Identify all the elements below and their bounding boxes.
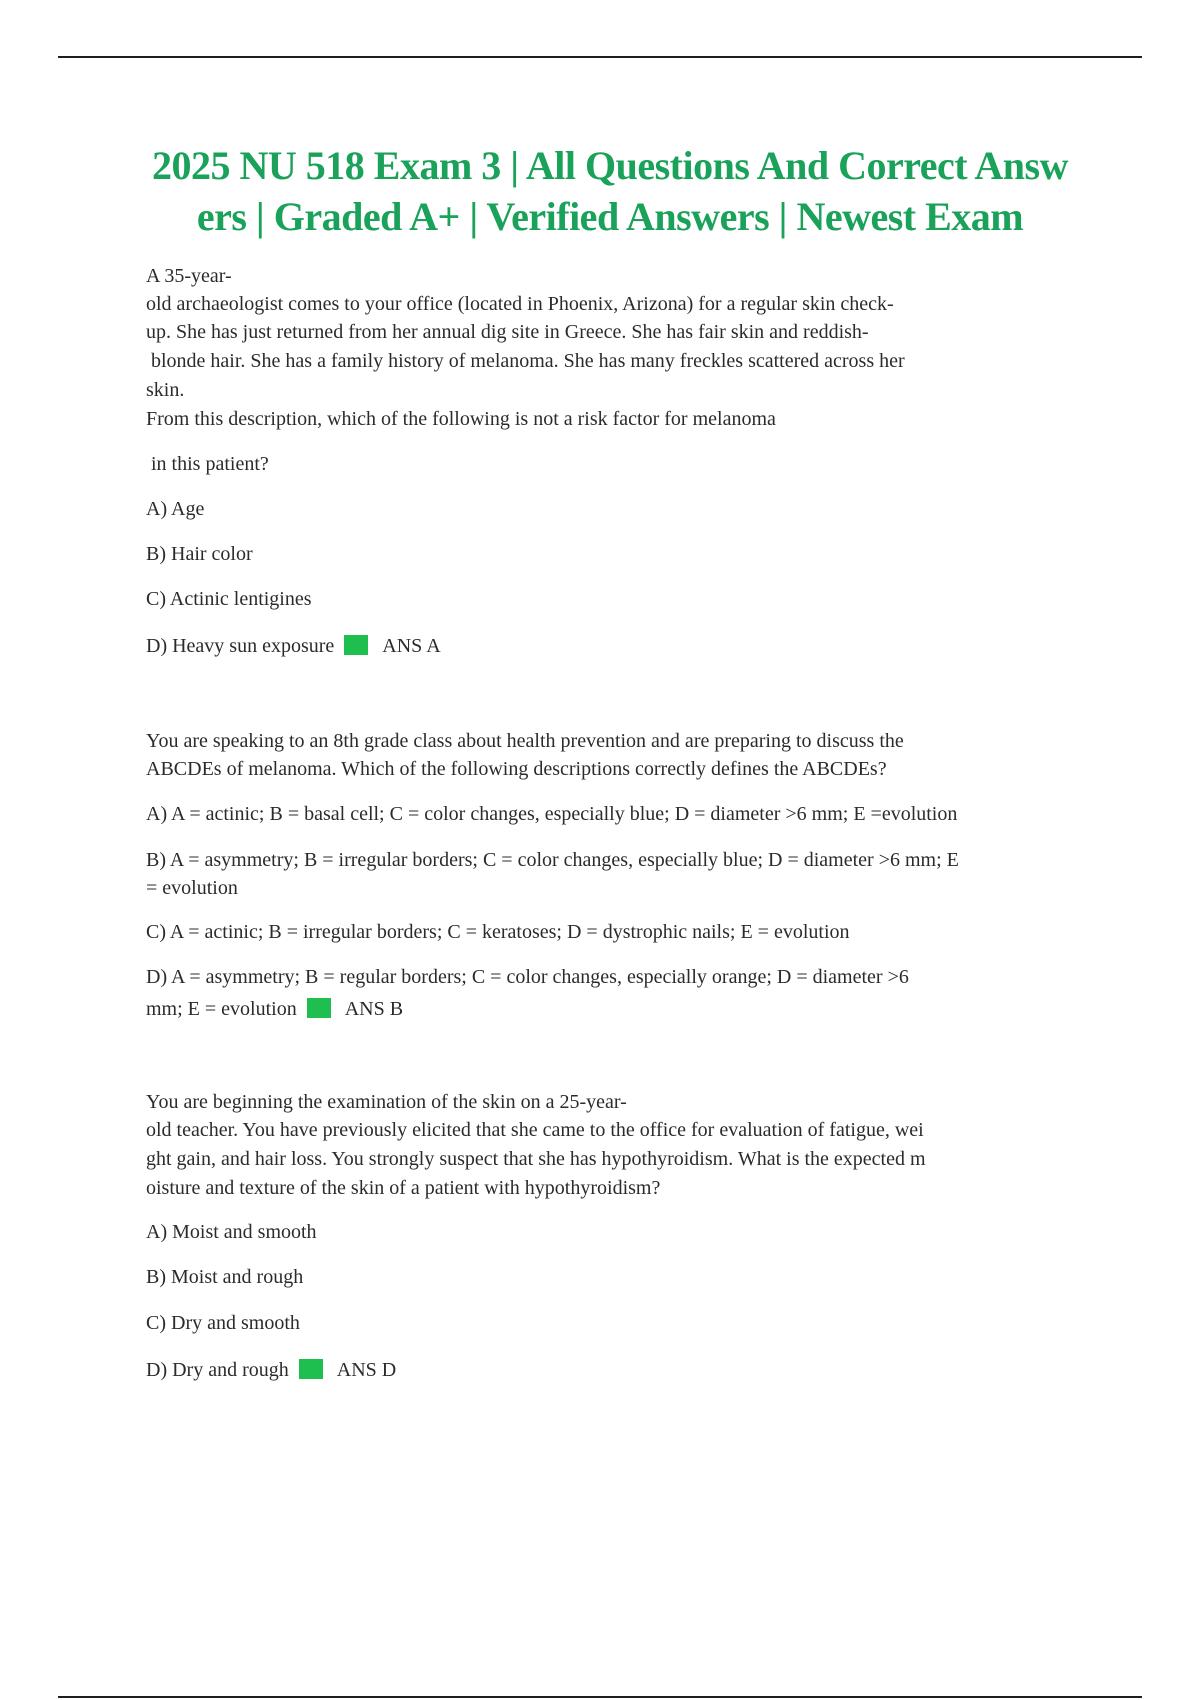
q2-option-d-line-2: mm; E = evolution <box>146 998 297 1020</box>
q2-option-b-line-2: = evolution <box>146 877 238 899</box>
q1-stem-line-5: skin. <box>146 379 185 401</box>
title-line-2: ers | Graded A+ | Verified Answers | Newest Exam <box>196 194 1024 239</box>
q3-answer: ANS D <box>336 1359 397 1381</box>
q3-option-a: A) Moist and smooth <box>146 1221 317 1243</box>
q1-stem-line-7: in this patient? <box>146 453 269 475</box>
q2-option-b-line-1: B) A = asymmetry; B = irregular borders; C = color changes, especially blue; D = diameter >6 mm; E <box>146 849 959 871</box>
q2-answer: ANS B <box>344 998 404 1020</box>
q3-stem-line-1: You are beginning the examination of the skin on a 25-year- <box>146 1091 627 1113</box>
q3-stem-line-3: ght gain, and hair loss. You strongly suspect that she has hypothyroidism. What is the expected m <box>146 1148 926 1170</box>
title-line-1: 2025 NU 518 Exam 3 | All Questions And Correct Answ <box>152 143 1068 188</box>
document-title <box>140 140 1080 242</box>
q1-option-b: B) Hair color <box>146 543 253 565</box>
q1-option-a: A) Age <box>146 498 205 520</box>
q2-stem-line-2: ABCDEs of melanoma. Which of the following descriptions correctly defines the ABCDEs? <box>146 758 887 780</box>
q1-option-c: C) Actinic lentigines <box>146 588 312 610</box>
q3-stem-line-4: oisture and texture of the skin of a patient with hypothyroidism? <box>146 1177 661 1199</box>
q3-stem-line-2: old teacher. You have previously elicited that she came to the office for evaluation of fatigue, wei <box>146 1119 924 1141</box>
q2-option-c: C) A = actinic; B = irregular borders; C = keratoses; D = dystrophic nails; E = evolution <box>146 921 850 943</box>
q1-stem-line-6: From this description, which of the following is not a risk factor for melanoma <box>146 408 776 430</box>
q3-option-d-row <box>146 1356 396 1384</box>
q1-stem-line-4: blonde hair. She has a family history of melanoma. She has many freckles scattered across her <box>146 350 905 372</box>
q2-option-a: A) A = actinic; B = basal cell; C = color changes, especially blue; D = diameter >6 mm; E =evolution <box>146 803 958 825</box>
answer-marker-icon <box>299 1359 323 1379</box>
answer-marker-icon <box>344 635 368 655</box>
q2-option-d-line-1: D) A = asymmetry; B = regular borders; C = color changes, especially orange; D = diameter >6 <box>146 966 909 988</box>
bottom-rule <box>58 1696 1142 1698</box>
q1-stem-line-1: A 35-year- <box>146 265 232 287</box>
q3-option-b: B) Moist and rough <box>146 1266 304 1288</box>
top-rule <box>58 56 1142 58</box>
q3-option-c: C) Dry and smooth <box>146 1312 300 1334</box>
q3-option-d: D) Dry and rough <box>146 1359 289 1381</box>
q1-stem-line-3: up. She has just returned from her annual dig site in Greece. She has fair skin and reddish- <box>146 321 869 343</box>
q2-option-d-row <box>146 995 403 1023</box>
q1-option-d-row <box>146 632 441 660</box>
q1-answer: ANS A <box>382 635 441 657</box>
q1-stem-line-2: old archaeologist comes to your office (located in Phoenix, Arizona) for a regular skin check- <box>146 293 894 315</box>
q1-option-d: D) Heavy sun exposure <box>146 635 335 657</box>
answer-marker-icon <box>307 998 331 1018</box>
q2-stem-line-1: You are speaking to an 8th grade class about health prevention and are preparing to discuss the <box>146 730 904 752</box>
